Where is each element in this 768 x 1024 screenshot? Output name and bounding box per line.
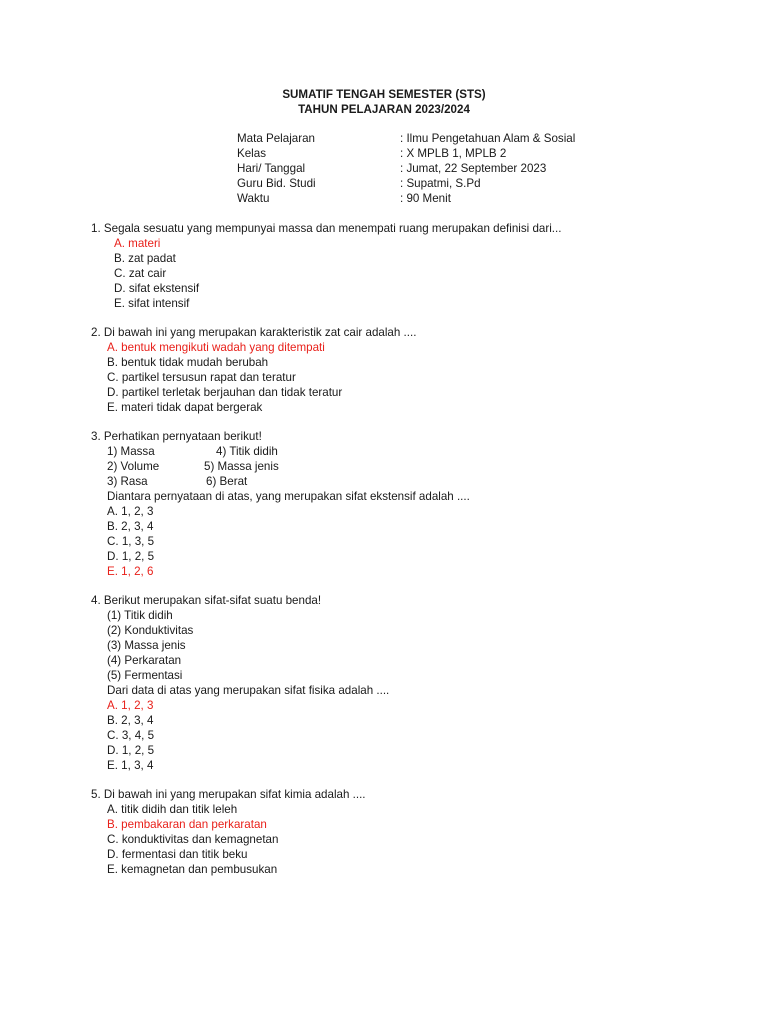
info-value-subject: : Ilmu Pengetahuan Alam & Sosial	[400, 132, 576, 145]
academic-year: TAHUN PELAJARAN 2023/2024	[298, 103, 470, 116]
question-5-option-a: A. titik didih dan titik leleh	[107, 803, 238, 816]
exam-title: SUMATIF TENGAH SEMESTER (STS)	[282, 88, 486, 101]
info-label-teacher: Guru Bid. Studi	[237, 177, 316, 190]
question-1-option-a: A. materi	[114, 237, 161, 250]
question-2-option-b: B. bentuk tidak mudah berubah	[107, 356, 269, 369]
question-3-text: 3. Perhatikan pernyataan berikut!	[91, 430, 262, 443]
info-label-class: Kelas	[237, 147, 267, 160]
question-4-statement: (4) Perkaratan	[107, 654, 182, 667]
question-1-option-c: C. zat cair	[114, 267, 167, 280]
question-5-text: 5. Di bawah ini yang merupakan sifat kimia adalah ....	[91, 788, 366, 801]
info-label-time: Waktu	[237, 192, 270, 205]
question-1-option-b: B. zat padat	[114, 252, 176, 265]
question-4-statement: (3) Massa jenis	[107, 639, 186, 652]
question-2-option-c: C. partikel tersusun rapat dan teratur	[107, 371, 296, 384]
question-5-option-d: D. fermentasi dan titik beku	[107, 848, 248, 861]
question-3-statement: 5) Massa jenis	[204, 460, 279, 473]
question-3-statement: 2) Volume	[107, 460, 160, 473]
info-value-teacher: : Supatmi, S.Pd	[400, 177, 481, 190]
question-2-option-a: A. bentuk mengikuti wadah yang ditempati	[107, 341, 325, 354]
question-3-option-e: E. 1, 2, 6	[107, 565, 154, 578]
question-4-option-b: B. 2, 3, 4	[107, 714, 154, 727]
question-3-statement: 1) Massa	[107, 445, 155, 458]
question-4-option-a: A. 1, 2, 3	[107, 699, 154, 712]
question-4-option-d: D. 1, 2, 5	[107, 744, 155, 757]
question-3-prompt: Diantara pernyataan di atas, yang merupakan sifat ekstensif adalah ....	[107, 490, 470, 503]
question-4-text: 4. Berikut merupakan sifat-sifat suatu benda!	[91, 594, 322, 607]
question-4-statement: (2) Konduktivitas	[107, 624, 194, 637]
question-5-option-b: B. pembakaran dan perkaratan	[107, 818, 267, 831]
question-3-statement: 6) Berat	[206, 475, 248, 488]
question-4-option-c: C. 3, 4, 5	[107, 729, 155, 742]
question-3-statement: 4) Titik didih	[216, 445, 278, 458]
question-3-option-d: D. 1, 2, 5	[107, 550, 155, 563]
question-3-statement: 3) Rasa	[107, 475, 148, 488]
question-3-option-c: C. 1, 3, 5	[107, 535, 155, 548]
question-1-option-e: E. sifat intensif	[114, 297, 190, 310]
question-4-statement: (5) Fermentasi	[107, 669, 183, 682]
question-5-option-e: E. kemagnetan dan pembusukan	[107, 863, 278, 876]
question-4-prompt: Dari data di atas yang merupakan sifat fisika adalah ....	[107, 684, 390, 697]
question-2-option-e: E. materi tidak dapat bergerak	[107, 401, 263, 414]
question-3-option-a: A. 1, 2, 3	[107, 505, 154, 518]
info-value-date: : Jumat, 22 September 2023	[400, 162, 547, 175]
question-1-option-d: D. sifat ekstensif	[114, 282, 200, 295]
question-1-text: 1. Segala sesuatu yang mempunyai massa dan menempati ruang merupakan definisi dari...	[91, 222, 562, 235]
question-2-option-d: D. partikel terletak berjauhan dan tidak teratur	[107, 386, 343, 399]
question-5-option-c: C. konduktivitas dan kemagnetan	[107, 833, 279, 846]
info-value-class: : X MPLB 1, MPLB 2	[400, 147, 507, 160]
question-3-option-b: B. 2, 3, 4	[107, 520, 154, 533]
question-2-text: 2. Di bawah ini yang merupakan karakteristik zat cair adalah ....	[91, 326, 417, 339]
info-label-subject: Mata Pelajaran	[237, 132, 315, 145]
info-value-time: : 90 Menit	[400, 192, 451, 205]
info-label-date: Hari/ Tanggal	[237, 162, 306, 175]
question-4-statement: (1) Titik didih	[107, 609, 173, 622]
question-4-option-e: E. 1, 3, 4	[107, 759, 154, 772]
